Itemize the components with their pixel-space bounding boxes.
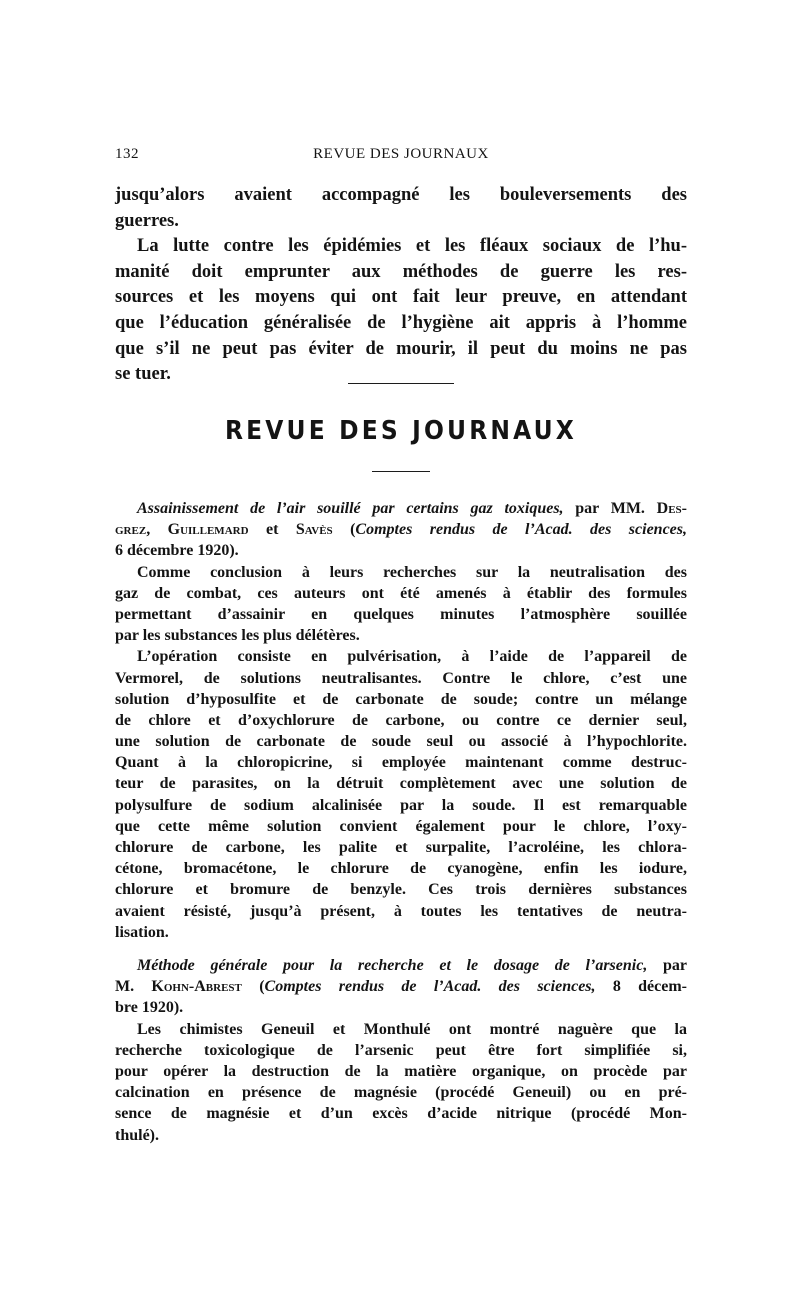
source-title: Comptes rendus de l’Acad. des sciences,: [264, 978, 596, 996]
text-line: avaient résisté, jusqu’à présent, à toutes les tentatives de neutra-: [115, 902, 687, 920]
text-line: chlorure de carbone, les palite et surpalite, l’acroléine, les chlora-: [115, 839, 687, 856]
text-line: thulé).: [115, 1126, 159, 1144]
ref-text: par MM.: [563, 500, 657, 517]
article-reference: [115, 955, 687, 976]
text-line: que s’il ne peut pas éviter de mourir, il peut du moins ne pas: [115, 338, 687, 359]
ref-text: M.: [115, 978, 152, 996]
text-line: guerres.: [115, 210, 179, 231]
page-number: 132: [115, 146, 139, 162]
ref-text: (: [241, 978, 265, 996]
ref-text: ,: [146, 521, 168, 539]
author-name: Kohn-Abrest: [151, 978, 242, 996]
ref-text: (: [332, 521, 356, 539]
ref-text: et: [248, 521, 296, 539]
author-name: Des-: [656, 500, 687, 517]
author-name: Savès: [295, 521, 333, 539]
text-line: permettant d’assainir en quelques minutes l’atmosphère souillée: [115, 605, 687, 623]
article-title: Assainissement de l’air souillé par certains gaz toxiques,: [137, 500, 564, 517]
text-line: pour opérer la destruction de la matière organique, on procède par: [115, 1062, 687, 1080]
text-line: jusqu’alors avaient accompagné les bouleversements des: [115, 185, 687, 205]
article-date: bre 1920).: [115, 999, 184, 1017]
text-line: une solution de carbonate de soude seul ou associé à l’hypochlorite.: [115, 733, 687, 751]
ref-text: par: [647, 957, 687, 974]
text-line: Quant à la chloropicrine, si employée maintenant comme destruc-: [115, 754, 687, 772]
text-line: gaz de combat, ces auteurs ont été amenés à établir des formules: [115, 584, 687, 602]
text-line: teur de parasites, on la détruit complètement avec une solution de: [115, 775, 687, 793]
text-line: La lutte contre les épidémies et les fléaux sociaux de l’hu-: [137, 236, 687, 257]
text-line: Comme conclusion à leurs recherches sur la neutralisation des: [137, 563, 687, 581]
separator-rule: [372, 471, 430, 472]
running-title: REVUE DES JOURNAUX: [313, 146, 489, 162]
ref-text: 8 décem-: [595, 978, 687, 996]
author-name: grez: [115, 521, 147, 539]
text-line: L’opération consiste en pulvérisation, à l’aide de l’appareil de: [137, 648, 687, 666]
article-2: [115, 955, 687, 1146]
text-line: solution d’hyposulfite et de carbonate de soude; contre un mélange: [115, 690, 687, 708]
page-header: [115, 146, 687, 168]
text-line: par les substances les plus délétères.: [115, 627, 360, 645]
text-line: que l’éducation généralisée de l’hygiène ait appris à l’homme: [115, 312, 687, 333]
article-title: Méthode générale pour la recherche et le dosage de l’arsenic,: [137, 957, 648, 974]
author-name: Guillemard: [167, 521, 249, 539]
article-reference: [115, 498, 687, 519]
article-reference: [115, 976, 687, 997]
text-line: calcination en présence de magnésie (procédé Geneuil) ou en pré-: [115, 1084, 687, 1102]
text-line: lisation.: [115, 923, 169, 941]
text-line: sources et les moyens qui ont fait leur preuve, en attendant: [115, 287, 687, 308]
article-reference: [115, 519, 687, 540]
article-1: [115, 498, 687, 943]
source-title: Comptes rendus de l’Acad. des sciences,: [355, 521, 688, 539]
text-line: polysulfure de sodium alcalinisée par la soude. Il est remarquable: [115, 796, 687, 814]
article-date: 6 décembre 1920).: [115, 542, 239, 560]
text-line: Les chimistes Geneuil et Monthulé ont montré naguère que la: [137, 1020, 687, 1038]
text-line: sence de magnésie et d’un excès d’acide nitrique (procédé Mon-: [115, 1105, 687, 1123]
separator-rule: [348, 383, 454, 384]
text-line: recherche toxicologique de l’arsenic peut être fort simplifiée si,: [115, 1041, 687, 1059]
text-line: de chlore et d’oxychlorure de carbone, ou contre ce dernier seul,: [115, 711, 687, 729]
text-line: cétone, bromacétone, le chlorure de cyanogène, enfin les iodure,: [115, 860, 687, 878]
section-title: REVUE DES JOURNAUX: [224, 416, 577, 446]
text-line: Vermorel, de solutions neutralisantes. Contre le chlore, c’est une: [115, 669, 687, 687]
text-line: manité doit emprunter aux méthodes de guerre les res-: [115, 261, 687, 282]
text-line: que cette même solution convient également pour le chlore, l’oxy-: [115, 817, 687, 835]
intro-paragraph: [115, 183, 687, 388]
text-line: chlorure et bromure de benzyle. Ces trois dernières substances: [115, 881, 687, 899]
text-line: se tuer.: [115, 364, 171, 385]
